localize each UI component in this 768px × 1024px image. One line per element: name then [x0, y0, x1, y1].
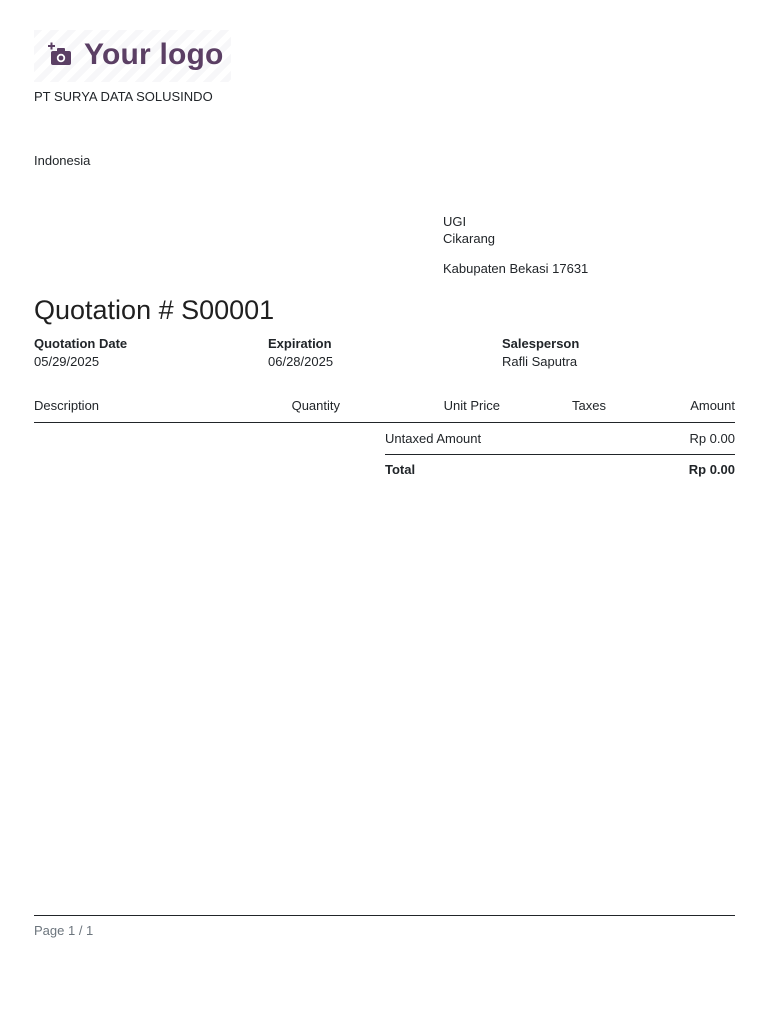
- salesperson-value: Rafli Saputra: [502, 354, 578, 369]
- page-number: Page 1 / 1: [34, 923, 94, 938]
- quotation-date-value: 05/29/2025: [34, 354, 100, 369]
- company-name: PT SURYA DATA SOLUSINDO: [34, 89, 213, 104]
- table-header-divider: [34, 422, 735, 423]
- customer-region: Kabupaten Bekasi 17631: [443, 261, 589, 276]
- logo-text: Your logo: [84, 38, 224, 71]
- salesperson-label: Salesperson: [502, 336, 580, 351]
- column-header-unit-price: Unit Price: [443, 398, 500, 413]
- page-title: Quotation # S00001: [34, 295, 275, 325]
- totals-divider: [385, 454, 735, 455]
- customer-city: Cikarang: [443, 231, 496, 246]
- column-header-taxes: Taxes: [572, 398, 606, 413]
- footer-divider: [34, 915, 735, 916]
- company-country: Indonesia: [34, 153, 91, 168]
- column-header-amount: Amount: [690, 398, 735, 413]
- column-header-description: Description: [34, 398, 100, 413]
- expiration-label: Expiration: [268, 336, 332, 351]
- camera-plus-icon: [47, 42, 73, 68]
- total-label: Total: [385, 462, 416, 477]
- total-value: Rp 0.00: [688, 462, 735, 477]
- customer-name: UGI: [443, 214, 467, 229]
- untaxed-amount-value: Rp 0.00: [689, 431, 735, 446]
- quotation-date-label: Quotation Date: [34, 336, 128, 351]
- untaxed-amount-label: Untaxed Amount: [385, 431, 482, 446]
- expiration-value: 06/28/2025: [268, 354, 334, 369]
- company-logo: [34, 30, 231, 82]
- column-header-quantity: Quantity: [291, 398, 340, 413]
